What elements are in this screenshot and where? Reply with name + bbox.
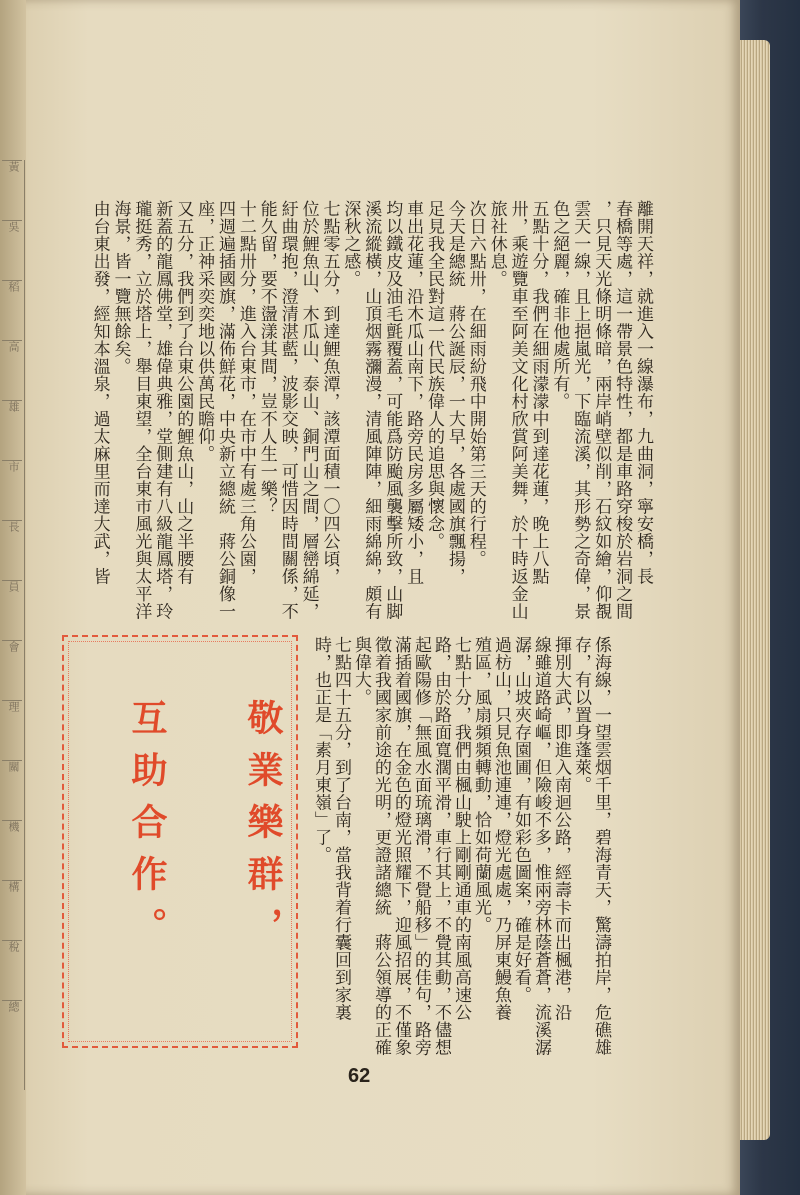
ledger-cell: 市 <box>2 460 22 519</box>
text-column: 五點十分，我們在細雨濛濛中到達花蓮，晚上八點 <box>528 200 549 585</box>
ledger-cell: 理 <box>2 700 22 759</box>
text-column: 卅，乘遊覽車至阿美文化村欣賞阿美舞，於十時返金山 <box>507 200 528 620</box>
text-column: 七點零五分，到達鯉魚潭，該潭面積一〇四公頃， <box>319 200 340 585</box>
slogan-line-1: 敬業樂群， <box>242 699 283 959</box>
ledger-cell: 稻 <box>2 280 22 339</box>
text-column: 時，也正是「素月東嶺」了。 <box>311 636 331 864</box>
text-column: 今天是總統 蔣公誕辰，一大早，各處國旗飄揚， <box>444 200 465 585</box>
text-column: 徵着我國家前途的光明，更證諸總統 蔣公領導的正確 <box>371 636 391 1056</box>
text-column: 殖區，風扇頻頻轉動，恰如荷蘭風光。 <box>471 636 491 934</box>
text-column: 座，正神采奕奕地以供萬民瞻仰。 <box>194 200 215 463</box>
ledger-cell: 稅 <box>2 940 22 999</box>
page-number: 62 <box>348 1065 371 1087</box>
ledger-strip <box>0 160 25 1090</box>
text-column: 深秋之感。 <box>340 200 361 288</box>
text-column: 揮別大武，即進入南迴公路，經壽卡而出楓港，沿 <box>551 636 571 1021</box>
text-column: 溪流縱橫，山頂烟霧瀰漫，清風陣陣，細雨綿綿，頗有 <box>361 200 382 620</box>
text-column: 與偉大。 <box>351 636 371 706</box>
text-column: 次日六點卅，在細雨紛飛中開始第三天的行程。 <box>465 200 486 568</box>
text-column: 存，有以置身蓬萊。 <box>571 636 591 794</box>
text-column: 滿插着國旗，在金色的燈光照耀下，迎風招展，不僅象 <box>391 636 411 1056</box>
ledger-cell: 構 <box>2 880 22 939</box>
text-column: 四週遍插國旗，滿佈鮮花，中央新立總統 蔣公銅像一 <box>215 200 235 620</box>
ledger-cell: 員 <box>2 580 22 639</box>
text-column: 車出花蓮，沿木瓜山南下，路旁民房多屬矮小，且 <box>403 200 424 585</box>
ledger-cell: 黃 <box>2 160 22 219</box>
text-column: 色之絕麗，確非他處所有。 <box>549 200 570 410</box>
text-column: 起歐陽修「無風水面琉璃滑，不覺船移」的佳句，路旁 <box>411 636 431 1056</box>
text-column: 由台東出發，經知本溫泉，過太麻里而達大武，皆 <box>89 200 110 585</box>
text-column: 潺，山坡夾存園圃，有如彩色圖案，確是好看。 <box>511 636 531 1004</box>
ledger-cell: 會 <box>2 640 22 699</box>
text-column: 又五分，我們到了台東公園的鯉魚山，山之半腰有 <box>173 200 194 585</box>
text-column: 足見我全民對這一代民族偉人的追思與懷念。 <box>424 200 444 550</box>
text-column: 路，由於路面寬濶平滑，車行其上，不覺其動，不儘想 <box>431 636 451 1056</box>
text-column: ，只見天光條明條暗，兩岸峭壁似削，石紋如繪，仰覩 <box>591 200 612 620</box>
text-column: 十二點卅分，進入台東市，在市中有處三角公園， <box>235 200 256 585</box>
ledger-cell: 高 <box>2 340 22 399</box>
ledger-cell: 關 <box>2 760 22 819</box>
text-column: 旅社休息。 <box>486 200 507 288</box>
text-column: 能久留，要不盪漾其間，豈不人生一樂？ <box>256 200 277 515</box>
text-column: 離開天祥，就進入一線瀑布，九曲洞，寧安橋，長 <box>633 200 653 585</box>
text-column: 係海線，一望雲烟千里，碧海青天，驚濤拍岸，危礁雄 <box>591 636 611 1056</box>
text-column: 過枋山，只見魚池連連，燈光處處，乃屏東鰻魚養 <box>491 636 511 1021</box>
slogan-line-2: 互助合作。 <box>126 699 167 959</box>
slogan-box <box>62 635 298 1048</box>
text-column: 春橋等處，這一帶景色特性，都是車路穿梭於岩洞之間 <box>612 200 633 620</box>
text-column: 瓏挺秀，立於塔上，舉目東望，全台東市風光與太平洋 <box>131 200 152 620</box>
ledger-cell: 機 <box>2 820 22 879</box>
text-column: 線雖道路崎嶇，但險峻不多，惟兩旁林蔭蒼蒼，流溪潺 <box>531 636 551 1056</box>
text-column: 新蓋的龍鳳佛堂，雄偉典雅，堂側建有八級龍鳳塔，玲 <box>152 200 173 620</box>
text-column: 七點十分，我們由楓山駛上剛剛通車的南風高速公 <box>451 636 471 1021</box>
text-column: 七點四十五分，到了台南，當我背着行囊回到家裏 <box>331 636 351 1021</box>
ledger-cell: 總 <box>2 1000 22 1059</box>
ledger-cell: 雄 <box>2 400 22 459</box>
text-column: 雲天一線，且上挹嵐光，下臨流溪，其形勢之奇偉，景 <box>570 200 591 620</box>
text-column: 海景，皆一覽無餘矣。 <box>110 200 131 375</box>
text-column: 紆曲環抱，澄清湛藍，波影交映，可惜因時間關係，不 <box>277 200 298 620</box>
ledger-cell: 長 <box>2 520 22 579</box>
text-column: 均以鐵皮及油毛氈覆蓋，可能爲防颱風襲擊所致，山脚 <box>382 200 403 620</box>
ledger-cell: 吳 <box>2 220 22 279</box>
text-column: 位於鯉魚山、木瓜山、泰山、銅門山之間，層巒綿延， <box>298 200 319 620</box>
